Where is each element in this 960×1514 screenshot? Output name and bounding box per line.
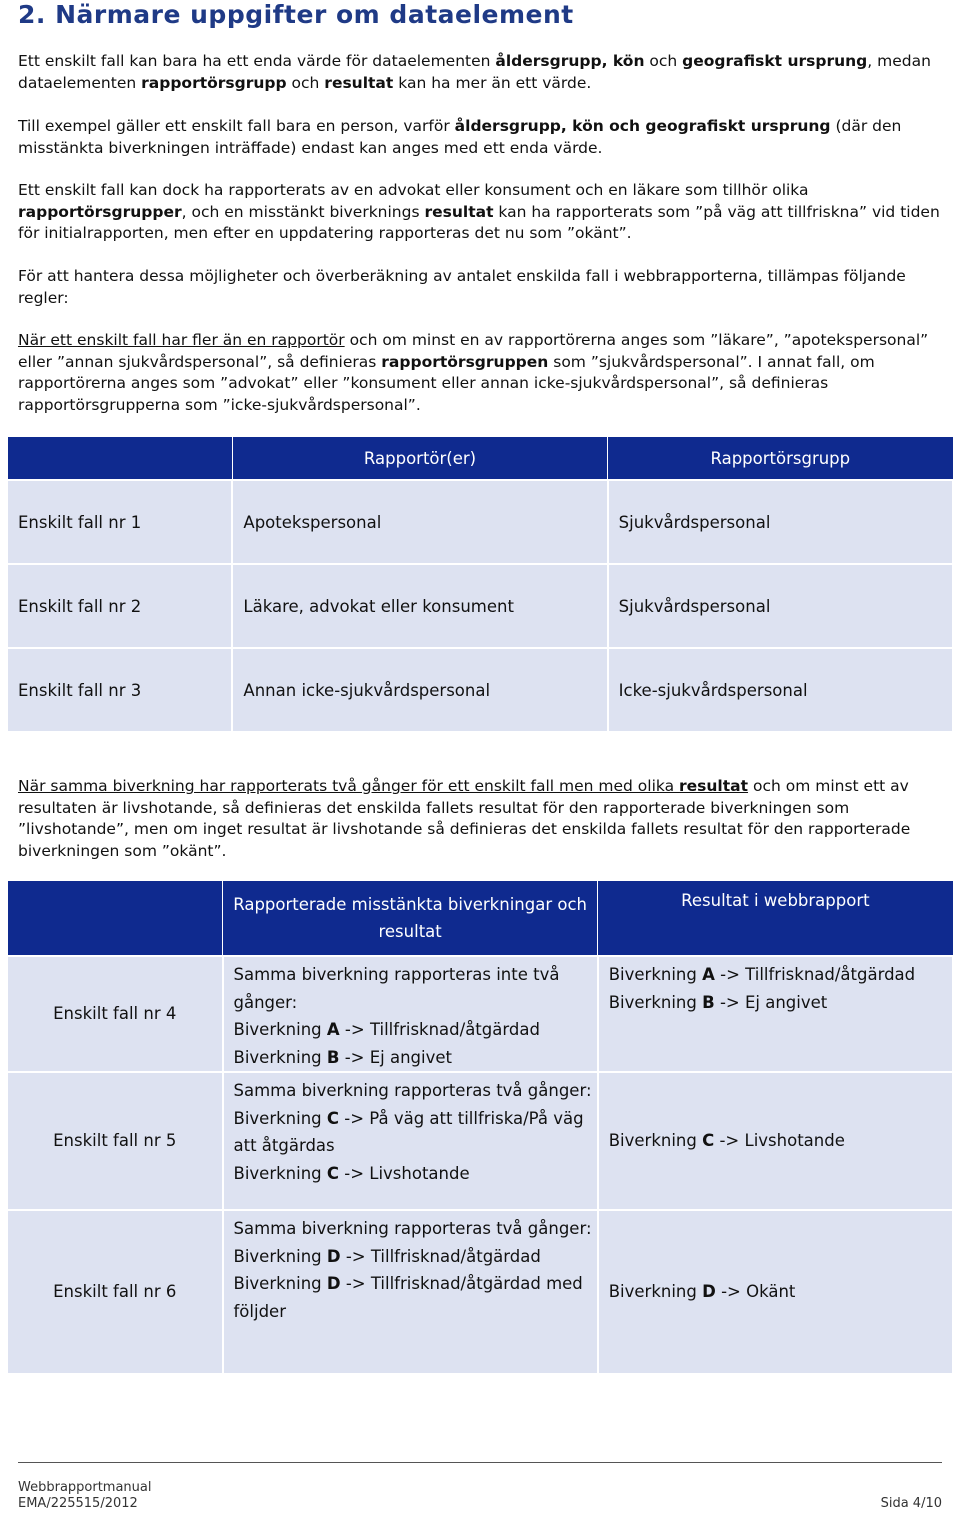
table-row (7, 648, 953, 732)
table-row (7, 564, 953, 648)
table-cell: Sjukvårdspersonal (608, 480, 953, 564)
table-header-cell (7, 437, 232, 481)
reported-line: Biverkning C -> Livshotande (233, 1163, 470, 1183)
table-row (7, 480, 953, 564)
footer (18, 1480, 942, 1512)
table-header-cell: Rapportör(er) (232, 437, 607, 481)
case-cell: Enskilt fall nr 6 (7, 1210, 223, 1374)
table-row (7, 956, 953, 1072)
table-cell: Apotekspersonal (232, 480, 607, 564)
result-line: Biverkning A -> Tillfrisknad/åtgärdad (608, 965, 916, 984)
reporter-group-table (6, 436, 954, 733)
reported-cell (223, 1072, 598, 1210)
footer-divider (18, 1462, 942, 1463)
result-cell (598, 1210, 953, 1374)
table-header-cell: Resultat i webbrapport (598, 881, 953, 957)
paragraph-3: Ett enskilt fall kan dock ha rapporterats av en advokat eller konsument och en läkare som tillhör olika rapportörsgrupper, och en misstänkt biverknings resultat kan ha rapporterats som ”på väg att tillfriskna” vid tiden för initialrapporten, men efter en uppdatering rapporteras det nu som ”okänt”. (18, 181, 940, 242)
section-heading: 2. Närmare uppgifter om dataelement (18, 0, 574, 29)
case-cell: Enskilt fall nr 5 (7, 1072, 223, 1210)
result-line: Biverkning D -> Okänt (608, 1282, 796, 1302)
page-number: Sida 4/10 (880, 1496, 942, 1511)
table-row (7, 1210, 953, 1374)
paragraph-6: När samma biverkning har rapporterats två gånger för ett enskilt fall men med olika resultat och om minst ett av resultaten är livshotande, så definieras det enskilda fallets resultat för den rapporterade biverkningen som ”livshotande”, men om inget resultat är livshotande så definieras det enskilda fallets resultat för den rapporterade biverkningen som ”okänt”. (18, 777, 911, 860)
reported-line: Biverkning C -> På väg att tillfriska/På väg att åtgärdas (233, 1108, 584, 1155)
reported-line: Biverkning D -> Tillfrisknad/åtgärdad (233, 1246, 541, 1266)
table-cell: Enskilt fall nr 2 (7, 564, 232, 648)
reported-line: Biverkning A -> Tillfrisknad/åtgärdad (233, 1020, 540, 1039)
result-line: Biverkning C -> Livshotande (608, 1131, 845, 1151)
reported-cell (223, 956, 598, 1072)
result-line: Biverkning B -> Ej angivet (608, 992, 828, 1012)
table-cell: Annan icke-sjukvårdspersonal (232, 648, 607, 732)
result-cell (598, 956, 953, 1072)
case-cell: Enskilt fall nr 4 (7, 956, 223, 1072)
reported-line: Samma biverkning rapporteras två gånger: (233, 1219, 592, 1238)
footer-title: Webbrapportmanual (18, 1480, 152, 1495)
table-cell: Läkare, advokat eller konsument (232, 564, 607, 648)
table-header-cell: Rapportörsgrupp (608, 437, 953, 481)
reported-cell (223, 1210, 598, 1374)
footer-reference: EMA/225515/2012 (18, 1496, 138, 1511)
table-cell: Sjukvårdspersonal (608, 564, 953, 648)
table-cell: Icke-sjukvårdspersonal (608, 648, 953, 732)
table-row (7, 1072, 953, 1210)
paragraph-1: Ett enskilt fall kan bara ha ett enda värde för dataelementen åldersgrupp, kön och geografiskt ursprung, medan dataelementen rapportörsgrupp och resultat kan ha mer än ett värde. (18, 52, 931, 92)
table-header-cell: Rapporterade misstänkta biverkningar och resultat (223, 881, 598, 957)
table-header-row (7, 437, 953, 481)
reported-line: Biverkning B -> Ej angivet (233, 1047, 453, 1067)
result-cell (598, 1072, 953, 1210)
table-cell: Enskilt fall nr 3 (7, 648, 232, 732)
paragraph-4: För att hantera dessa möjligheter och överberäkning av antalet enskilda fall i webbrapporterna, tillämpas följande regler: (18, 267, 906, 307)
reported-line: Samma biverkning rapporteras inte två gånger: (233, 965, 560, 1012)
paragraph-5: När ett enskilt fall har fler än en rapportör och om minst en av rapportörerna anges som ”läkare”, ”apotekspersonal” eller ”annan sjukvårdspersonal”, så definieras rapportörsgruppen som ”sjukvårdspersonal”. I annat fall, om rapportörerna anges som ”advokat” eller ”konsument eller annan icke-sjukvårdspersonal”, så definieras rapportörsgrupperna som ”icke-sjukvårdspersonal”. (18, 331, 929, 414)
paragraph-2: Till exempel gäller ett enskilt fall bara en person, varför åldersgrupp, kön och geografiskt ursprung (där den misstänkta biverkningen inträffade) endast kan anges med ett enda värde. (18, 117, 902, 157)
reported-line: Biverkning D -> Tillfrisknad/åtgärdad med följder (233, 1274, 583, 1321)
reported-line: Samma biverkning rapporteras två gånger: (233, 1081, 592, 1100)
table-cell: Enskilt fall nr 1 (7, 480, 232, 564)
outcome-table (6, 880, 954, 1375)
table-header-cell (7, 881, 223, 957)
table-header-row (7, 881, 953, 957)
